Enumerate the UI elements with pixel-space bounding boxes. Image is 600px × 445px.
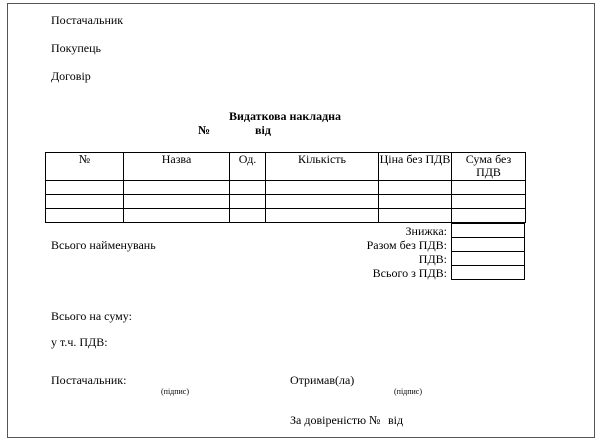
- proxy-date-label: від: [388, 413, 404, 427]
- table-cell: [124, 181, 230, 195]
- contract-label: Договір: [51, 69, 91, 83]
- vat-included-label: у т.ч. ПДВ:: [51, 335, 108, 349]
- number-sign: №: [198, 123, 211, 137]
- received-label: Отримав(ла): [290, 373, 355, 387]
- table-header-row: [46, 153, 526, 181]
- table-cell: [230, 195, 266, 209]
- supplier-signature-label: Постачальник:: [51, 373, 127, 387]
- table-row: [46, 195, 526, 209]
- table-cell: [230, 181, 266, 195]
- table-cell: [266, 195, 379, 209]
- grand-total-label: Всього з ПДВ:: [372, 266, 447, 280]
- column-header-number: №: [46, 153, 124, 181]
- supplier-label: Постачальник: [51, 13, 124, 27]
- column-header-unit: Од.: [230, 153, 266, 181]
- column-header-price: Ціна без ПДВ: [379, 153, 452, 181]
- subtotal-label: Разом без ПДВ:: [366, 238, 447, 252]
- table-cell: [46, 181, 124, 195]
- table-cell: [266, 209, 379, 223]
- table-cell: [46, 209, 124, 223]
- received-signature-hint: (підпис): [394, 387, 423, 396]
- items-table: [45, 152, 526, 223]
- buyer-label: Покупець: [51, 41, 101, 55]
- supplier-signature-hint: (підпис): [161, 387, 190, 396]
- vat-label: ПДВ:: [418, 252, 447, 266]
- table-row: [46, 209, 526, 223]
- date-label: від: [255, 123, 271, 137]
- vat-value-box: [452, 252, 525, 266]
- column-header-sum: Сума без ПДВ: [452, 153, 526, 181]
- total-items-label: Всього найменувань: [51, 238, 156, 252]
- discount-label: Знижка:: [405, 224, 447, 238]
- table-cell: [452, 209, 526, 223]
- document-title: Видаткова накладна: [229, 109, 342, 123]
- subtotal-value-box: [452, 238, 525, 252]
- table-cell: [46, 195, 124, 209]
- table-cell: [379, 209, 452, 223]
- table-cell: [266, 181, 379, 195]
- column-header-name: Назва: [124, 153, 230, 181]
- discount-value-box: [452, 224, 525, 238]
- proxy-label: За довіреністю №: [290, 413, 381, 427]
- totals-value-boxes: [451, 223, 525, 280]
- table-cell: [379, 181, 452, 195]
- table-cell: [452, 195, 526, 209]
- column-header-quantity: Кількість: [266, 153, 379, 181]
- table-cell: [230, 209, 266, 223]
- table-cell: [379, 195, 452, 209]
- grand-total-value-box: [452, 266, 525, 280]
- table-cell: [452, 181, 526, 195]
- table-cell: [124, 195, 230, 209]
- table-cell: [124, 209, 230, 223]
- table-row: [46, 181, 526, 195]
- sum-label: Всього на суму:: [51, 309, 132, 323]
